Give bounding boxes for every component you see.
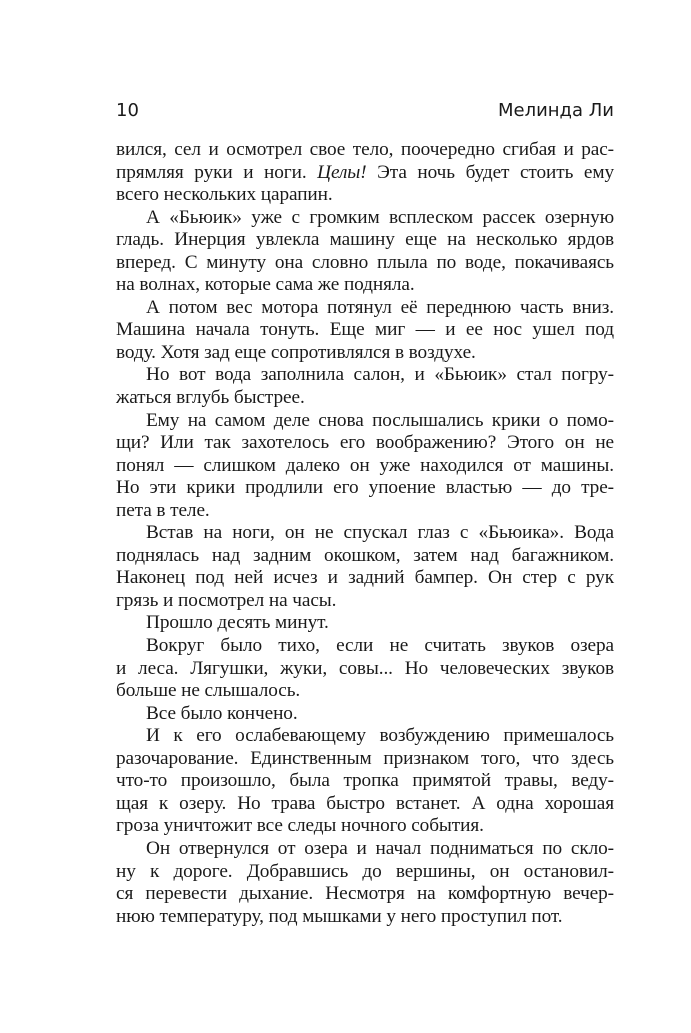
text-line: пета в теле. xyxy=(116,499,210,521)
text-line: Он отвернулся от озера и начал подниматься по скло- xyxy=(146,837,614,859)
emphasis: Целы! xyxy=(317,161,367,183)
paragraph xyxy=(116,139,614,207)
paragraph xyxy=(116,725,614,838)
paragraph xyxy=(116,207,614,297)
paragraph xyxy=(116,364,614,409)
text-line: и леса. Лягушки, жуки, совы... Но человеческих звуков xyxy=(116,657,614,679)
text-line: разочарование. Единственным признаком того, что здесь xyxy=(116,747,614,769)
text-line: воду. Хотя зад еще сопротивлялся в воздухе. xyxy=(116,341,476,363)
text-line: Наконец под ней исчез и задний бампер. Он стер с рук xyxy=(116,567,614,589)
running-title: Мелинда Ли xyxy=(497,100,614,121)
text-line: больше не слышалось. xyxy=(116,680,301,702)
running-header xyxy=(116,98,614,124)
text-line: прямляя руки и ноги. Целы! Эта ночь будет стоить ему xyxy=(116,161,614,183)
text-line: всего нескольких царапин. xyxy=(116,184,333,206)
text-line: А потом вес мотора потянул её переднюю часть вниз. xyxy=(146,296,614,318)
text-line: Машина начала тонуть. Еще миг — и ее нос ушел под xyxy=(116,319,614,341)
paragraph xyxy=(116,635,614,703)
paragraph xyxy=(116,522,614,612)
text-line: гроза уничтожит все следы ночного события. xyxy=(116,815,484,837)
body-text xyxy=(116,139,614,928)
text-line: Но вот вода заполнила салон, и «Бьюик» стал погру- xyxy=(146,364,614,386)
text-line: щая к озеру. Но трава быстро встанет. А одна хорошая xyxy=(116,792,614,814)
text-line: гладь. Инерция увлекла машину еще на несколько ярдов xyxy=(116,229,614,251)
text-line: Вокруг было тихо, если не считать звуков озера xyxy=(146,635,614,657)
paragraph xyxy=(116,703,614,726)
paragraph xyxy=(116,838,614,928)
text-line: Ему на самом деле снова послышались крики о помо- xyxy=(146,409,614,431)
paragraph xyxy=(116,410,614,523)
text-line: А «Бьюик» уже с громким всплеском рассек озерную xyxy=(146,206,614,228)
text-line: Но эти крики продлили его упоение властью — до тре- xyxy=(116,477,614,499)
text-line: грязь и посмотрел на часы. xyxy=(116,589,337,611)
paragraph xyxy=(116,612,614,635)
paragraph xyxy=(116,297,614,365)
text-line: жаться вглубь быстрее. xyxy=(116,387,305,409)
text-line: понял — слишком далеко он уже находился от машины. xyxy=(116,454,614,476)
text-line: Прошло десять минут. xyxy=(146,612,329,634)
text-line: вперед. С минуту она словно плыла по воде, покачиваясь xyxy=(116,251,614,273)
text-line: на волнах, которые сама же подняла. xyxy=(116,274,415,296)
page-number: 10 xyxy=(116,100,139,121)
text-line: вился, сел и осмотрел свое тело, поочередно сгибая и рас- xyxy=(116,139,614,160)
text-line: нюю температуру, под мышками у него проступил пот. xyxy=(116,905,563,927)
text-line: Встав на ноги, он не спускал глаз с «Бьюика». Вода xyxy=(146,522,614,544)
text-line: поднялась над задним окошком, затем над багажником. xyxy=(116,544,614,566)
text-line: И к его ослабевающему возбуждению примешалось xyxy=(146,725,614,747)
text-line: ну к дороге. Добравшись до вершины, он остановил- xyxy=(116,860,614,882)
text-line: Все было кончено. xyxy=(146,702,298,724)
text-line: ся перевести дыхание. Несмотря на комфортную вечер- xyxy=(116,883,614,905)
text-line: что-то произошло, была тропка примятой травы, веду- xyxy=(116,770,614,792)
text-line: щи? Или так захотелось его воображению? Этого он не xyxy=(116,432,614,454)
